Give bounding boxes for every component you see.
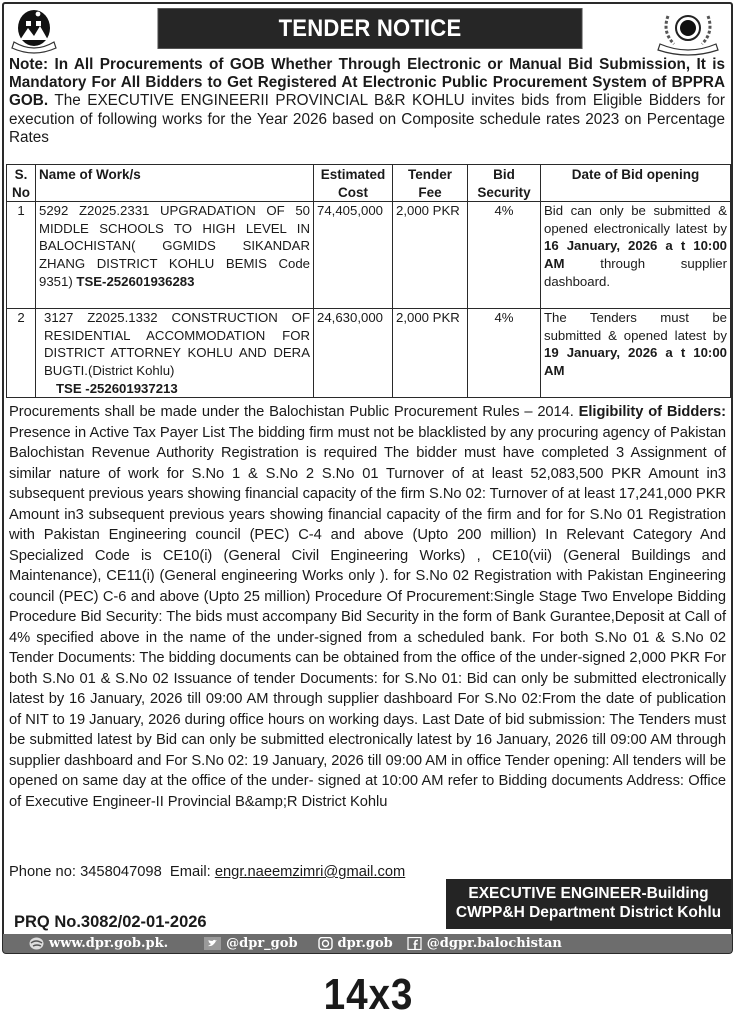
email-label: Email: xyxy=(161,864,215,880)
footer-social-bar xyxy=(2,934,733,954)
cell-date-of-bid-opening xyxy=(541,202,731,309)
phone-label: Phone no: xyxy=(9,864,81,880)
header-name-of-work: Name of Work/s xyxy=(36,165,314,202)
cell-tender-fee: 2,000 PKR xyxy=(393,309,468,398)
prq-number: PRQ No.3082/02-01-2026 xyxy=(14,913,207,931)
cell-bid-security: 4% xyxy=(468,309,541,398)
header-estimated-cost: Estimated Cost xyxy=(314,165,393,202)
instagram-handle: dpr.gob xyxy=(337,935,393,951)
contact-line xyxy=(9,862,405,882)
cell-sno: 1 xyxy=(7,202,36,309)
terms-paragraph xyxy=(9,402,726,812)
footer-instagram[interactable] xyxy=(318,935,393,953)
twitter-icon xyxy=(204,937,221,950)
eligibility-label: Eligibility of Bidders: xyxy=(578,404,726,420)
tse-number: TSE-252601936283 xyxy=(76,273,195,289)
procurement-rules-text: Procurements shall be made under the Balochistan Public Procurement Rules – 2014. xyxy=(9,404,579,420)
table-header-row xyxy=(7,165,731,202)
date-deadline: 16 January, 2026 a t 10:00 AM xyxy=(544,238,727,271)
ad-size-label: 14x3 xyxy=(323,970,414,1019)
tse-number: TSE -252601937213 xyxy=(56,380,178,396)
facebook-handle: @dgpr.balochistan xyxy=(426,935,562,951)
table-row xyxy=(7,309,731,398)
balochistan-emblem-logo xyxy=(8,6,60,56)
cell-estimated-cost: 24,630,000 xyxy=(314,309,393,398)
signature-department: CWPP&H Department District Kohlu xyxy=(455,904,722,921)
work-description: 5292 Z2025.2331 UPGRADATION OF 50 MIDDLE SCHOOLS TO HIGH LEVEL IN BALOCHISTAN( GGMIDS SIKANDAR ZHANG DISTRICT KOHLU BEMIS Code 9351) xyxy=(39,203,310,289)
registration-note: Note: In All Procurements of GOB Whether Through Electronic or Manual Bid Submission, It is Mandatory For All Bidders to Get Registered At Electronic Public Procurement System of BPPRA GOB. xyxy=(9,56,725,110)
twitter-handle: @dpr_gob xyxy=(226,935,298,951)
footer-twitter[interactable] xyxy=(204,935,297,953)
globe-icon xyxy=(29,937,44,950)
footer-facebook[interactable] xyxy=(407,935,562,953)
page-title: TENDER NOTICE xyxy=(157,8,582,49)
phone-number: 3458047098 xyxy=(80,864,162,880)
table-row xyxy=(7,202,731,309)
cell-name-of-work xyxy=(36,309,314,398)
department-emblem-logo xyxy=(654,6,722,56)
cell-bid-security: 4% xyxy=(468,202,541,309)
facebook-icon xyxy=(407,937,422,950)
header-sno: S. No xyxy=(7,165,36,202)
website-text: www.dpr.gob.pk. xyxy=(49,935,169,951)
date-text-post: through supplier dashboard. xyxy=(544,255,727,289)
footer-website[interactable] xyxy=(29,935,168,953)
cell-estimated-cost: 74,405,000 xyxy=(314,202,393,309)
signature-block xyxy=(446,879,731,929)
intro-paragraph xyxy=(9,56,725,147)
email-link[interactable]: engr.naeemzimri@gmail.com xyxy=(214,864,406,880)
cell-tender-fee: 2,000 PKR xyxy=(393,202,468,309)
date-text: Bid can only be submitted & opened electronically latest by xyxy=(544,203,727,236)
terms-text: Presence in Active Tax Payer List The bidding firm must not be blacklisted by any procuring agency of Pakistan Balochistan Revenue Authority Registration is required The bidder must have completed 3 Assignment of similar nature of work for S.No 1 & S.No 2 S.No 01 Turnover of at least 52,083,500 PKR Amount in3 subsequent previous years showing financial capacity of the firm S.No 02: Turnover of at least 17,241,000 PKR Amount in3 subsequent previous years showing financial capacity of the firm and for for S.No 01 Registration with Pakistan Engineering council (PEC) C-4 and above (Upto 200 million) In Relevant Category And Specialized Code is CE10(i) (General Civil Engineering Works) , CE10(vii) (General Buildings and Maintenance), CE11(i) (General engineering Works only ). for S.No 02 Registration with Pakistan Engineering council (PEC) C-6 and above (Upto 25 million) Procedure Of Procurement:Single Stage Two Envelope Bidding Procedure Bid Security: The bids must accompany Bid Security in the form of Bank Gurantee,Deposit at Call of 4% specified above in the name of the under-signed from a scheduled bank. For both S.No 01 & S.No 02 Tender Documents: The bidding documents can be obtained from the office of the under-signed 2,000 PKR For both S.No 01 & S.No 02 Issuance of tender Documents: for S.No 01: Bid can only be submitted electronically latest by 16 January, 2026 till 09:00 AM through supplier dashboard For S.No 02:From the date of publication of NIT to 19 January, 2026 during office hours on working days. Last Date of bid submission: The Tenders must be submitted latest by Bid can only be submitted electronically latest by 16 January, 2026 till 09:00 AM through supplier dashboard and For S.No 02: 19 January, 2026 till 09:00 AM in office Tender opening: All tenders will be opened on same day at the office of the under- signed at 10:00 AM refer to Bidding documents Address: Office of Executive Engineer-II Provincial B&amp;R District Kohlu xyxy=(9,424,726,810)
intro-text: The EXECUTIVE ENGINEERII PROVINCIAL B&R KOHLU invites bids from Eligible Bidders for execution of following works for the Year 2026 based on Composite schedule rates 2023 on Percentage Rates xyxy=(9,92,725,146)
header-tender-fee: Tender Fee xyxy=(393,165,468,202)
work-description: 3127 Z2025.1332 CONSTRUCTION OF RESIDENTIAL ACCOMMODATION FOR DISTRICT ATTORNEY KOHLU AND DERA BUGTI.(District Kohlu) xyxy=(44,310,310,378)
cell-name-of-work xyxy=(36,202,314,309)
cell-date-of-bid-opening xyxy=(541,309,731,398)
cell-sno: 2 xyxy=(7,309,36,398)
instagram-icon xyxy=(318,937,333,950)
date-deadline: 19 January, 2026 a t 10:00 AM xyxy=(544,345,727,378)
works-table xyxy=(6,164,731,398)
date-text: The Tenders must be submitted & opened latest by xyxy=(544,310,727,343)
header-bid-security: Bid Security xyxy=(468,165,541,202)
header-date-of-bid-opening: Date of Bid opening xyxy=(541,165,731,202)
signature-title: EXECUTIVE ENGINEER-Building xyxy=(468,885,709,902)
